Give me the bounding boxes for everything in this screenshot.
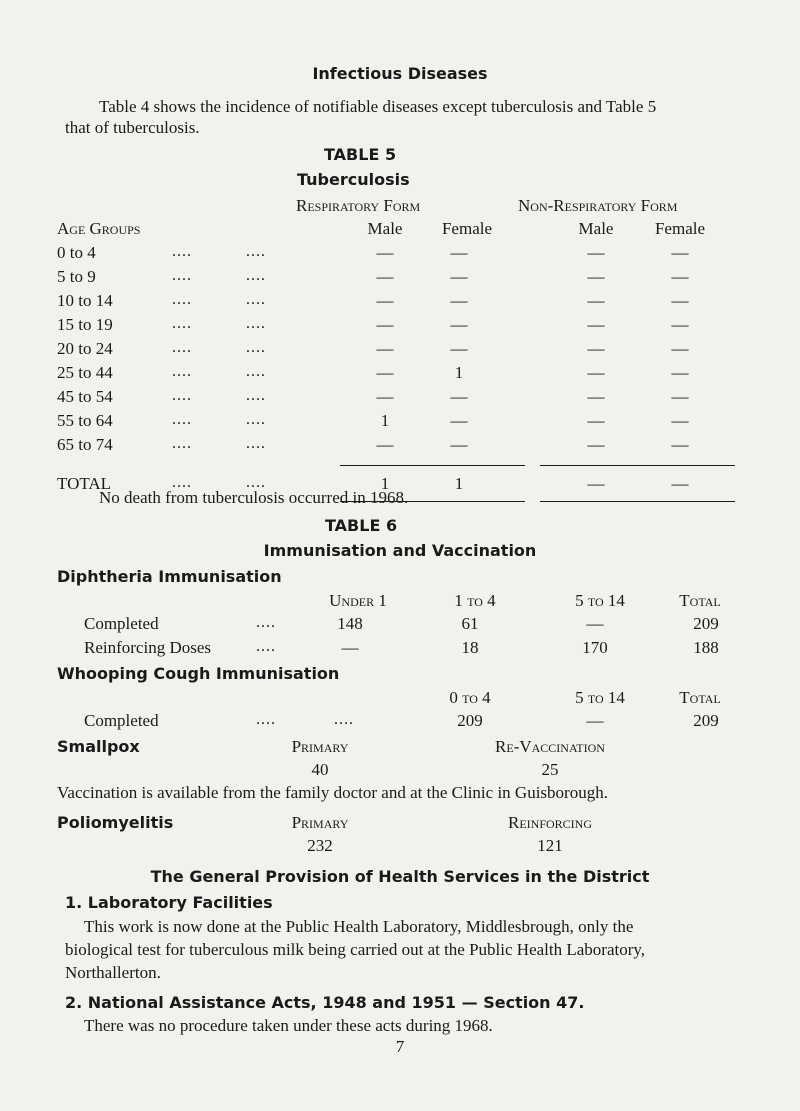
table5-rule-top-non-respiratory <box>540 465 735 466</box>
laboratory-facilities-heading: 1. Laboratory Facilities <box>65 893 273 912</box>
smallpox-primary-value: 40 <box>311 760 329 779</box>
table5-rule-top-respiratory <box>340 465 525 466</box>
table5-cell-resp-female: — <box>450 291 468 310</box>
table5-cell-nonresp-male: — <box>587 267 605 286</box>
table5-age-label: 15 to 19 <box>57 315 113 334</box>
table5-cell-nonresp-female: — <box>671 363 689 382</box>
leader-dots: .... <box>246 435 266 452</box>
table5-title: TABLE 5 <box>324 145 397 164</box>
table5-total-nonresp-female: — <box>671 474 689 493</box>
leader-dots: .... <box>246 291 266 308</box>
table5-header-age-groups: Age Groups <box>57 219 141 238</box>
table5-cell-nonresp-female: — <box>671 291 689 310</box>
smallpox-header-revaccination: Re-Vaccination <box>495 737 605 756</box>
polio-header-reinforcing: Reinforcing <box>507 813 592 832</box>
smallpox-header-primary: Primary <box>291 737 349 756</box>
table5-cell-resp-male: — <box>376 435 394 454</box>
leader-dots: .... <box>246 339 266 356</box>
table5-cell-resp-male: — <box>376 339 394 358</box>
table5-cell-nonresp-male: — <box>587 411 605 430</box>
table5-cell-resp-male: — <box>376 267 394 286</box>
table5-cell-resp-female: — <box>450 267 468 286</box>
leader-dots: .... <box>246 363 266 380</box>
table5-cell-nonresp-female: — <box>671 267 689 286</box>
whooping-header-0to4: 0 to 4 <box>449 688 491 707</box>
table5-cell-nonresp-female: — <box>671 387 689 406</box>
table5-cell-resp-female: — <box>450 435 468 454</box>
table5-cell-nonresp-male: — <box>587 291 605 310</box>
diphtheria-header-under1: Under 1 <box>329 591 387 610</box>
diphtheria-heading: Diphtheria Immunisation <box>57 567 282 586</box>
table5-rule-bottom-non-respiratory <box>540 501 735 502</box>
whooping-row-label: Completed <box>84 711 159 730</box>
table5-cell-resp-male: — <box>376 387 394 406</box>
table5-cell-resp-female: — <box>450 339 468 358</box>
whooping-cell-5to14: — <box>586 711 604 730</box>
table6-subtitle: Immunisation and Vaccination <box>263 541 537 560</box>
whooping-header-5to14: 5 to 14 <box>575 688 625 707</box>
table5-cell-nonresp-female: — <box>671 411 689 430</box>
table5-cell-nonresp-female: — <box>671 243 689 262</box>
leader-dots: .... <box>172 474 192 491</box>
table5-cell-resp-female: — <box>450 315 468 334</box>
whooping-header-total: Total <box>679 688 721 707</box>
table5-cell-nonresp-female: — <box>671 339 689 358</box>
leader-dots: .... <box>172 291 192 308</box>
vaccination-availability-note: Vaccination is available from the family doctor and at the Clinic in Guisborough. <box>57 783 608 802</box>
diphtheria-cell-under1: — <box>341 638 359 657</box>
national-assistance-heading: 2. National Assistance Acts, 1948 and 1951 — Section 47. <box>65 993 585 1012</box>
leader-dots: .... <box>172 387 192 404</box>
table5-cell-nonresp-male: — <box>587 435 605 454</box>
table5-cell-resp-female: — <box>450 243 468 262</box>
table5-cell-nonresp-male: — <box>587 339 605 358</box>
table5-cell-nonresp-male: — <box>587 315 605 334</box>
table5-header-nonresp-female: Female <box>654 219 706 238</box>
laboratory-text-line2: biological test for tuberculous milk being carried out at the Public Health Laboratory, <box>65 940 646 959</box>
polio-header-primary: Primary <box>291 813 349 832</box>
table6-title: TABLE 6 <box>325 516 398 535</box>
table5-header-nonresp-male: Male <box>578 219 614 238</box>
diphtheria-cell-5to14: 170 <box>582 638 608 657</box>
table5-group-non-respiratory: Non-Respiratory Form <box>518 196 678 215</box>
diphtheria-cell-5to14: — <box>586 614 604 633</box>
table5-header-resp-male: Male <box>367 219 403 238</box>
page-title: Infectious Diseases <box>312 64 488 83</box>
leader-dots: .... <box>246 387 266 404</box>
table5-age-label: 5 to 9 <box>57 267 96 286</box>
diphtheria-cell-1to4: 18 <box>461 638 479 657</box>
whooping-cell-total: 209 <box>693 711 719 730</box>
leader-dots: .... <box>172 435 192 452</box>
polio-primary-value: 232 <box>307 836 333 855</box>
table5-cell-nonresp-male: — <box>587 363 605 382</box>
leader-dots: .... <box>246 474 266 491</box>
leader-dots: .... <box>172 339 192 356</box>
leader-dots: .... <box>172 363 192 380</box>
leader-dots: .... <box>256 638 276 655</box>
table5-cell-resp-male: — <box>376 315 394 334</box>
table5-age-label: 10 to 14 <box>57 291 113 310</box>
table5-cell-nonresp-male: — <box>587 387 605 406</box>
no-death-note: No death from tuberculosis occurred in 1968. <box>99 488 409 507</box>
leader-dots: .... <box>246 267 266 284</box>
diphtheria-cell-under1: 148 <box>337 614 363 633</box>
leader-dots: .... <box>334 711 354 728</box>
intro-text-line2: that of tuberculosis. <box>65 118 200 137</box>
leader-dots: .... <box>256 711 276 728</box>
whooping-cough-heading: Whooping Cough Immunisation <box>57 664 340 683</box>
smallpox-revaccination-value: 25 <box>541 760 559 779</box>
leader-dots: .... <box>246 315 266 332</box>
leader-dots: .... <box>172 243 192 260</box>
table5-cell-resp-male: — <box>376 291 394 310</box>
table5-cell-resp-female: — <box>450 387 468 406</box>
table5-subtitle: Tuberculosis <box>297 170 410 189</box>
general-provision-heading: The General Provision of Health Services in the District <box>150 867 650 886</box>
diphtheria-header-1to4: 1 to 4 <box>454 591 496 610</box>
leader-dots: .... <box>172 267 192 284</box>
table5-total-label: TOTAL <box>57 474 112 493</box>
diphtheria-row-label: Reinforcing Doses <box>84 638 212 657</box>
polio-reinforcing-value: 121 <box>537 836 563 855</box>
table5-age-label: 20 to 24 <box>57 339 113 358</box>
table5-age-label: 65 to 74 <box>57 435 113 454</box>
leader-dots: .... <box>172 315 192 332</box>
diphtheria-cell-1to4: 61 <box>461 614 479 633</box>
table5-cell-nonresp-male: — <box>587 243 605 262</box>
intro-text-line1: Table 4 shows the incidence of notifiable diseases except tuberculosis and Table 5 <box>99 97 657 116</box>
diphtheria-row-label: Completed <box>84 614 159 633</box>
table5-group-respiratory: Respiratory Form <box>296 196 421 215</box>
table5-cell-resp-male: — <box>376 243 394 262</box>
table5-cell-nonresp-female: — <box>671 435 689 454</box>
diphtheria-cell-total: 209 <box>693 614 719 633</box>
table5-total-resp-female: 1 <box>454 474 464 493</box>
laboratory-text-line3: Northallerton. <box>65 963 161 982</box>
table5-age-label: 55 to 64 <box>57 411 113 430</box>
diphtheria-cell-total: 188 <box>693 638 719 657</box>
table5-age-label: 25 to 44 <box>57 363 113 382</box>
table5-cell-resp-male: — <box>376 363 394 382</box>
table5-cell-resp-female: — <box>450 411 468 430</box>
table5-total-nonresp-male: — <box>587 474 605 493</box>
laboratory-text-line1: This work is now done at the Public Health Laboratory, Middlesbrough, only the <box>84 917 634 936</box>
poliomyelitis-heading: Poliomyelitis <box>57 813 174 832</box>
leader-dots: .... <box>246 411 266 428</box>
leader-dots: .... <box>172 411 192 428</box>
table5-age-label: 45 to 54 <box>57 387 113 406</box>
table5-cell-nonresp-female: — <box>671 315 689 334</box>
leader-dots: .... <box>246 243 266 260</box>
table5-header-resp-female: Female <box>441 219 493 238</box>
diphtheria-header-5to14: 5 to 14 <box>575 591 625 610</box>
page-number: 7 <box>395 1037 405 1056</box>
leader-dots: .... <box>256 614 276 631</box>
table5-cell-resp-male: 1 <box>380 411 390 430</box>
diphtheria-header-total: Total <box>679 591 721 610</box>
smallpox-heading: Smallpox <box>57 737 140 756</box>
national-assistance-text: There was no procedure taken under these acts during 1968. <box>84 1016 493 1035</box>
whooping-cell-0to4: 209 <box>457 711 483 730</box>
table5-total-resp-male: 1 <box>380 474 390 493</box>
table5-age-label: 0 to 4 <box>57 243 96 262</box>
table5-cell-resp-female: 1 <box>454 363 464 382</box>
